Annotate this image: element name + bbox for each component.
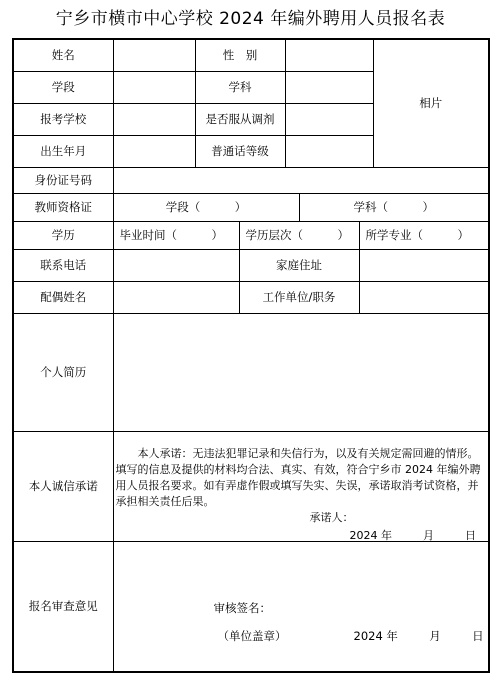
subject-field[interactable] — [285, 71, 373, 103]
grad-time-field[interactable]: 毕业时间（ ） — [113, 221, 239, 249]
resume-label: 个人简历 — [13, 313, 113, 431]
review-year: 2024 年 — [353, 628, 398, 643]
name-field[interactable] — [113, 39, 195, 71]
id-number-label: 身份证号码 — [13, 167, 113, 193]
pledge-block — [113, 431, 489, 541]
subject-label: 学科 — [195, 71, 285, 103]
phone-label: 联系电话 — [13, 249, 113, 281]
accept-transfer-field[interactable] — [285, 103, 373, 135]
pledge-signer: 承诺人： — [309, 510, 354, 524]
form-title: 宁乡市横市中心学校 2024 年编外聘用人员报名表 — [55, 9, 446, 29]
photo-box[interactable]: 相片 — [373, 39, 489, 167]
stage-field[interactable] — [113, 71, 195, 103]
birth-label: 出生年月 — [13, 135, 113, 167]
pledge-text: 本人承诺：无违法犯罪记录和失信行为，以及有关规定需回避的情形。填写的信息及提供的材料均合法、真实、有效，符合宁乡市 2024 年编外聘用人员报名要求。如有弄虚作假或填写失实、失误，承诺取消考试资格，并承担相关责任后果。 — [115, 446, 481, 508]
name-label: 姓名 — [13, 39, 113, 71]
birth-field[interactable] — [113, 135, 195, 167]
integrity-label: 本人诚信承诺 — [13, 431, 113, 541]
phone-field[interactable] — [113, 249, 239, 281]
id-number-field[interactable] — [113, 167, 489, 193]
teacher-cert-label: 教师资格证 — [13, 193, 113, 221]
address-label: 家庭住址 — [239, 249, 359, 281]
work-unit-field[interactable] — [359, 281, 489, 313]
pledge-month: 月 — [423, 528, 434, 541]
mandarin-label: 普通话等级 — [195, 135, 285, 167]
cert-stage-field[interactable]: 学段（ ） — [113, 193, 299, 221]
spouse-field[interactable] — [113, 281, 239, 313]
gender-field[interactable] — [285, 39, 373, 71]
address-field[interactable] — [359, 249, 489, 281]
review-day: 日 — [472, 628, 484, 643]
pledge-day: 日 — [465, 528, 476, 541]
apply-school-label: 报考学校 — [13, 103, 113, 135]
work-unit-label: 工作单位/职务 — [239, 281, 359, 313]
stage-label: 学段 — [13, 71, 113, 103]
review-signature: 审核签名： — [213, 600, 271, 615]
review-seal: （单位盖章） — [217, 628, 287, 643]
review-block[interactable] — [113, 541, 489, 672]
registration-form — [12, 38, 490, 673]
review-label: 报名审查意见 — [13, 541, 113, 672]
apply-school-field[interactable] — [113, 103, 195, 135]
mandarin-field[interactable] — [285, 135, 373, 167]
spouse-label: 配偶姓名 — [13, 281, 113, 313]
education-label: 学历 — [13, 221, 113, 249]
pledge-year: 2024 年 — [349, 528, 392, 541]
resume-field[interactable] — [113, 313, 489, 431]
gender-label: 性 别 — [195, 39, 285, 71]
review-date — [354, 628, 484, 644]
edu-level-field[interactable]: 学历层次（ ） — [239, 221, 359, 249]
major-field[interactable]: 所学专业（ ） — [359, 221, 489, 249]
accept-transfer-label: 是否服从调剂 — [195, 103, 285, 135]
pledge-date — [350, 528, 477, 542]
review-month: 月 — [429, 628, 441, 643]
cert-subject-field[interactable]: 学科（ ） — [299, 193, 489, 221]
